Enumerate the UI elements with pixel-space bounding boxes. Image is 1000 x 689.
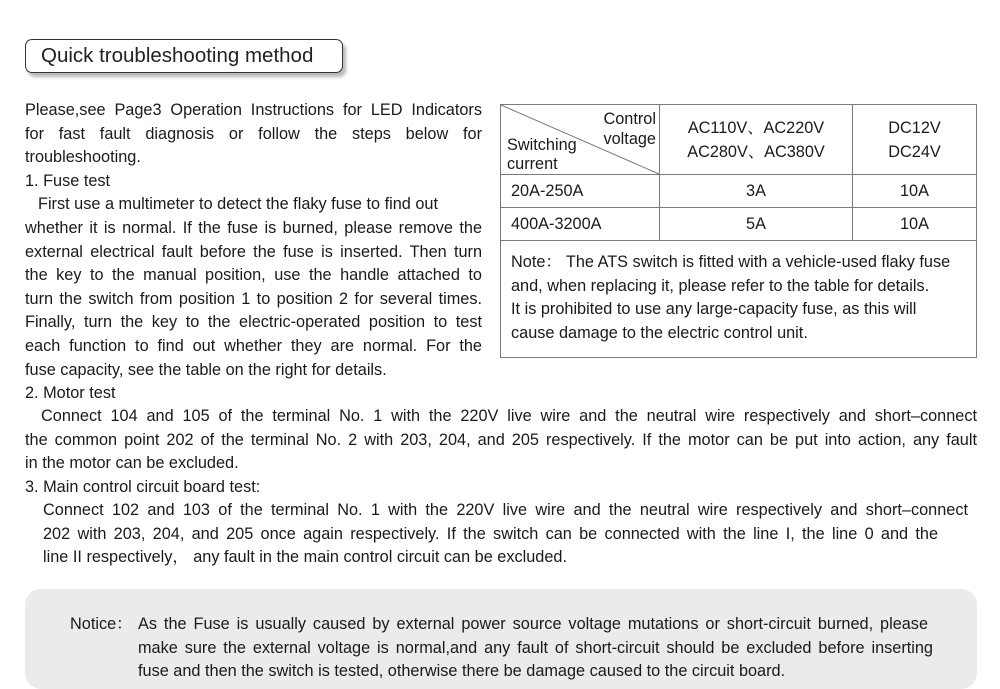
motor-test-line: in the motor can be excluded. [25, 454, 239, 473]
corner-control-voltage [603, 109, 656, 149]
notice-line: As the Fuse is usually caused by external power source voltage mutations or short-circuit burned, please [138, 615, 928, 633]
board-test-body [43, 499, 968, 570]
row-ac-fuse: 3A [660, 175, 853, 208]
motor-test-line: the common point 202 of the terminal No. 2 with 203, 204, and 205 respectively. If the motor can be put into action, any fault [25, 430, 977, 449]
board-test-line: Connect 102 and 103 of the terminal No. 1 with the 220V live wire and the neutral wire respectively and short–connect [43, 501, 968, 519]
intro-line: for fast fault diagnosis or follow the steps below for [25, 124, 482, 143]
fuse-test-heading: 1. Fuse test [25, 171, 111, 190]
note-line: and, when replacing it, please refer to the table for details. [511, 276, 930, 295]
motor-test-line: Connect 104 and 105 of the terminal No. 1 with the 220V live wire and the neutral wire respectively and short–connect [41, 407, 977, 425]
corner-switching-current [507, 136, 577, 174]
table-corner-cell [501, 105, 660, 175]
table-note [501, 241, 977, 358]
intro-line: troubleshooting. [25, 148, 141, 167]
corner-top-line: Control [603, 110, 656, 128]
notice-line: fuse and then the switch is tested, otherwise there be damage caused to the circuit board. [138, 662, 786, 681]
board-test-line: line II respectively， any fault in the main control circuit can be excluded. [43, 548, 567, 567]
header-dc-line: DC12V [888, 118, 941, 137]
fuse-test-line: whether it is normal. If the fuse is burned, please remove the [25, 218, 482, 237]
table-row [501, 208, 977, 241]
header-ac-line: AC110V、AC220V [687, 118, 825, 137]
intro-line: Please,see Page3 Operation Instructions for LED Indicators [25, 101, 482, 119]
notice-box [25, 589, 977, 689]
section-title: Quick troubleshooting method [25, 39, 343, 73]
corner-top-line: voltage [603, 130, 656, 148]
motor-test-heading: 2. Motor test [25, 384, 116, 403]
corner-bottom-line: current [507, 155, 558, 173]
fuse-test-line: the key to the manual position, use the handle attached to [25, 266, 482, 285]
header-ac-line: AC280V、AC380V [687, 142, 825, 161]
row-dc-fuse: 10A [853, 208, 977, 241]
table-note-row [501, 241, 977, 358]
row-current: 400A-3200A [501, 208, 660, 241]
header-ac-voltage [660, 105, 853, 175]
table-row [501, 175, 977, 208]
row-current: 20A-250A [501, 175, 660, 208]
fuse-test-line: First use a multimeter to detect the flaky fuse to find out [38, 195, 438, 214]
notice-line: make sure the external voltage is normal,and any fault of short-circuit should be excluded before inserting [138, 638, 933, 657]
fuse-test-line: Finally, turn the key to the electric-operated position to test [25, 313, 482, 332]
board-test-heading: 3. Main control circuit board test: [25, 477, 261, 496]
fuse-test-line: fuse capacity, see the table on the right for details. [25, 360, 387, 379]
note-line: Note： The ATS switch is fitted with a vehicle-used flaky fuse [511, 253, 951, 271]
fuse-capacity-table [500, 104, 977, 358]
row-ac-fuse: 5A [660, 208, 853, 241]
header-dc-voltage [853, 105, 977, 175]
notice-label: Notice： [70, 615, 133, 633]
notice-text [138, 613, 958, 684]
fuse-test-line: each function to find out whether they are normal. For the [25, 336, 482, 355]
fuse-test-line: external electrical fault before the fuse is inserted. Then turn [25, 242, 482, 261]
fuse-test-line: turn the switch from position 1 to position 2 for several times. [25, 289, 482, 308]
left-column-text [25, 99, 482, 406]
board-test-line: 202 with 203, 204, and 205 once again respectively. If the switch can be connected with the line I, the line 0 and the [43, 524, 938, 543]
note-line: cause damage to the electric control unit. [511, 323, 808, 342]
table-header-row [501, 105, 977, 175]
row-dc-fuse: 10A [853, 175, 977, 208]
header-dc-line: DC24V [888, 142, 941, 161]
note-line: It is prohibited to use any large-capacity fuse, as this will [511, 300, 917, 319]
corner-bottom-line: Switching [507, 136, 577, 154]
motor-test-body [25, 405, 977, 499]
